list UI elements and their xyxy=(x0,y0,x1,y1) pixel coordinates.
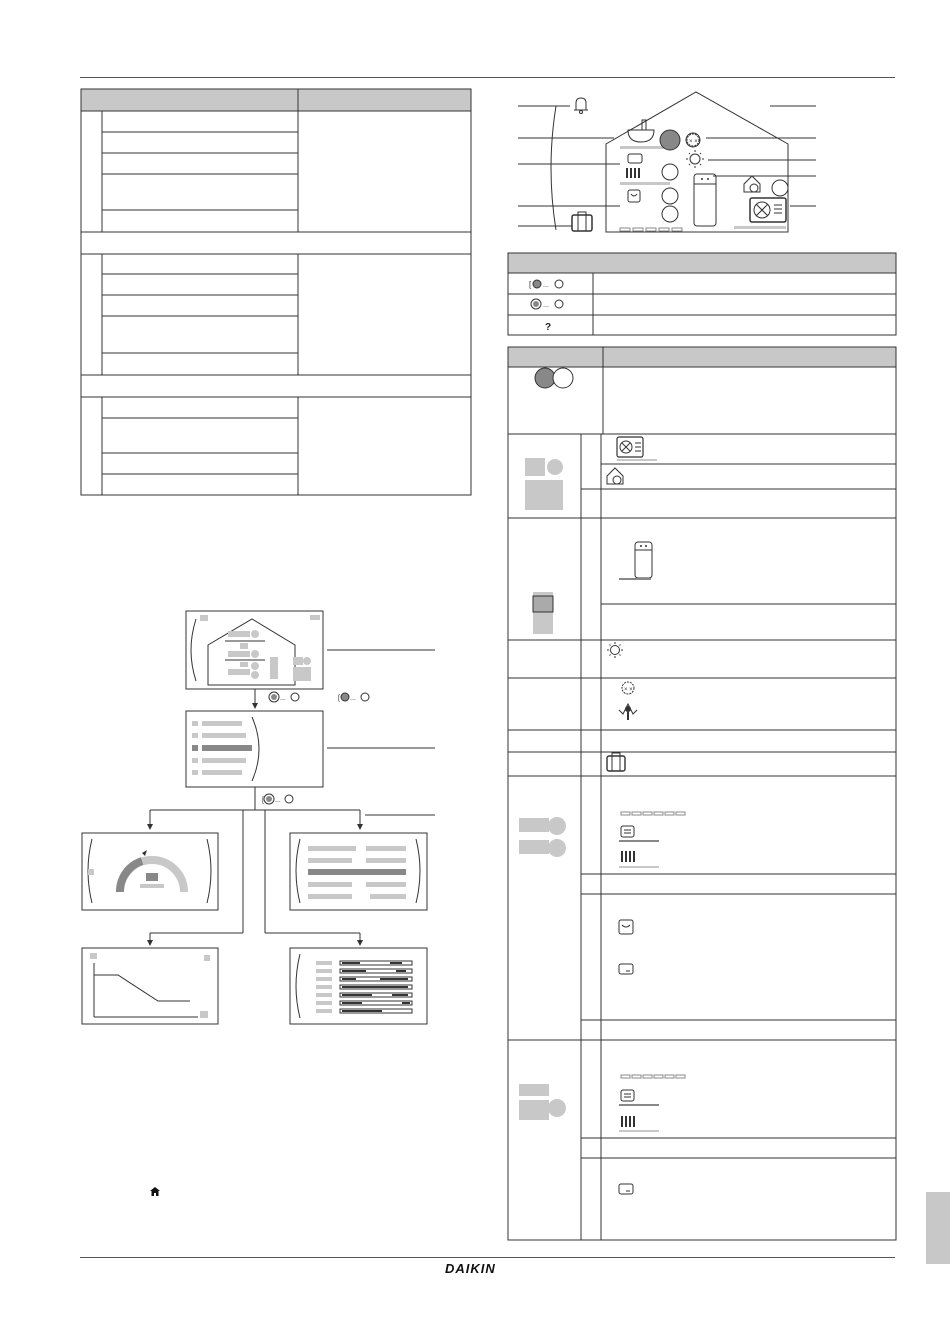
question-mark-icon: ? xyxy=(545,322,552,333)
knob-turn-icon xyxy=(269,692,299,702)
svg-text:...: ... xyxy=(543,282,549,289)
svg-text:[: [ xyxy=(262,797,264,804)
knob-legend-table xyxy=(507,252,897,338)
table-header-row xyxy=(81,89,471,111)
svg-text:× ×: × × xyxy=(624,687,633,693)
radiator-icon xyxy=(626,168,640,178)
bell-icon xyxy=(574,98,588,114)
svg-text:...: ... xyxy=(350,695,356,702)
icon-legend-table xyxy=(507,346,897,1243)
svg-text:...: ... xyxy=(280,695,286,702)
svg-text:[: [ xyxy=(529,280,532,289)
brand-logo xyxy=(445,1260,535,1280)
icon-table-header xyxy=(508,347,896,367)
list-screen-thumb xyxy=(290,833,427,910)
defrost-icon xyxy=(687,134,699,146)
svg-text:[: [ xyxy=(338,695,340,702)
home-icon xyxy=(149,1186,161,1197)
outdoor-unit-icon xyxy=(750,198,786,222)
brand-logo-text: DAIKIN xyxy=(445,1261,496,1276)
sun-icon xyxy=(686,150,704,168)
menu-structure-table xyxy=(80,88,472,498)
svg-text:...: ... xyxy=(543,302,549,309)
curve-screen-thumb xyxy=(82,948,218,1024)
underfloor-icon xyxy=(628,190,640,202)
knob-press-icon xyxy=(338,693,369,702)
home-screen-thumb xyxy=(186,611,323,689)
svg-text:...: ... xyxy=(275,797,281,804)
setpoint-screen-thumb xyxy=(82,833,218,910)
navigation-diagram xyxy=(80,605,440,1030)
chapter-tab xyxy=(926,1192,950,1264)
knob-press-icon-2 xyxy=(262,794,293,804)
knob-table-header xyxy=(508,253,896,273)
home-outdoor-icon xyxy=(744,176,760,192)
svg-text:× ×: × × xyxy=(689,139,698,145)
header-rule xyxy=(80,77,895,78)
main-menu-thumb xyxy=(186,711,323,787)
thermostat-icon xyxy=(628,154,642,163)
tank-icon xyxy=(694,174,716,226)
schedule-screen-thumb xyxy=(290,948,427,1024)
footer-rule xyxy=(80,1257,895,1258)
holiday-icon xyxy=(572,212,592,231)
home-screen-diagram xyxy=(508,88,828,240)
